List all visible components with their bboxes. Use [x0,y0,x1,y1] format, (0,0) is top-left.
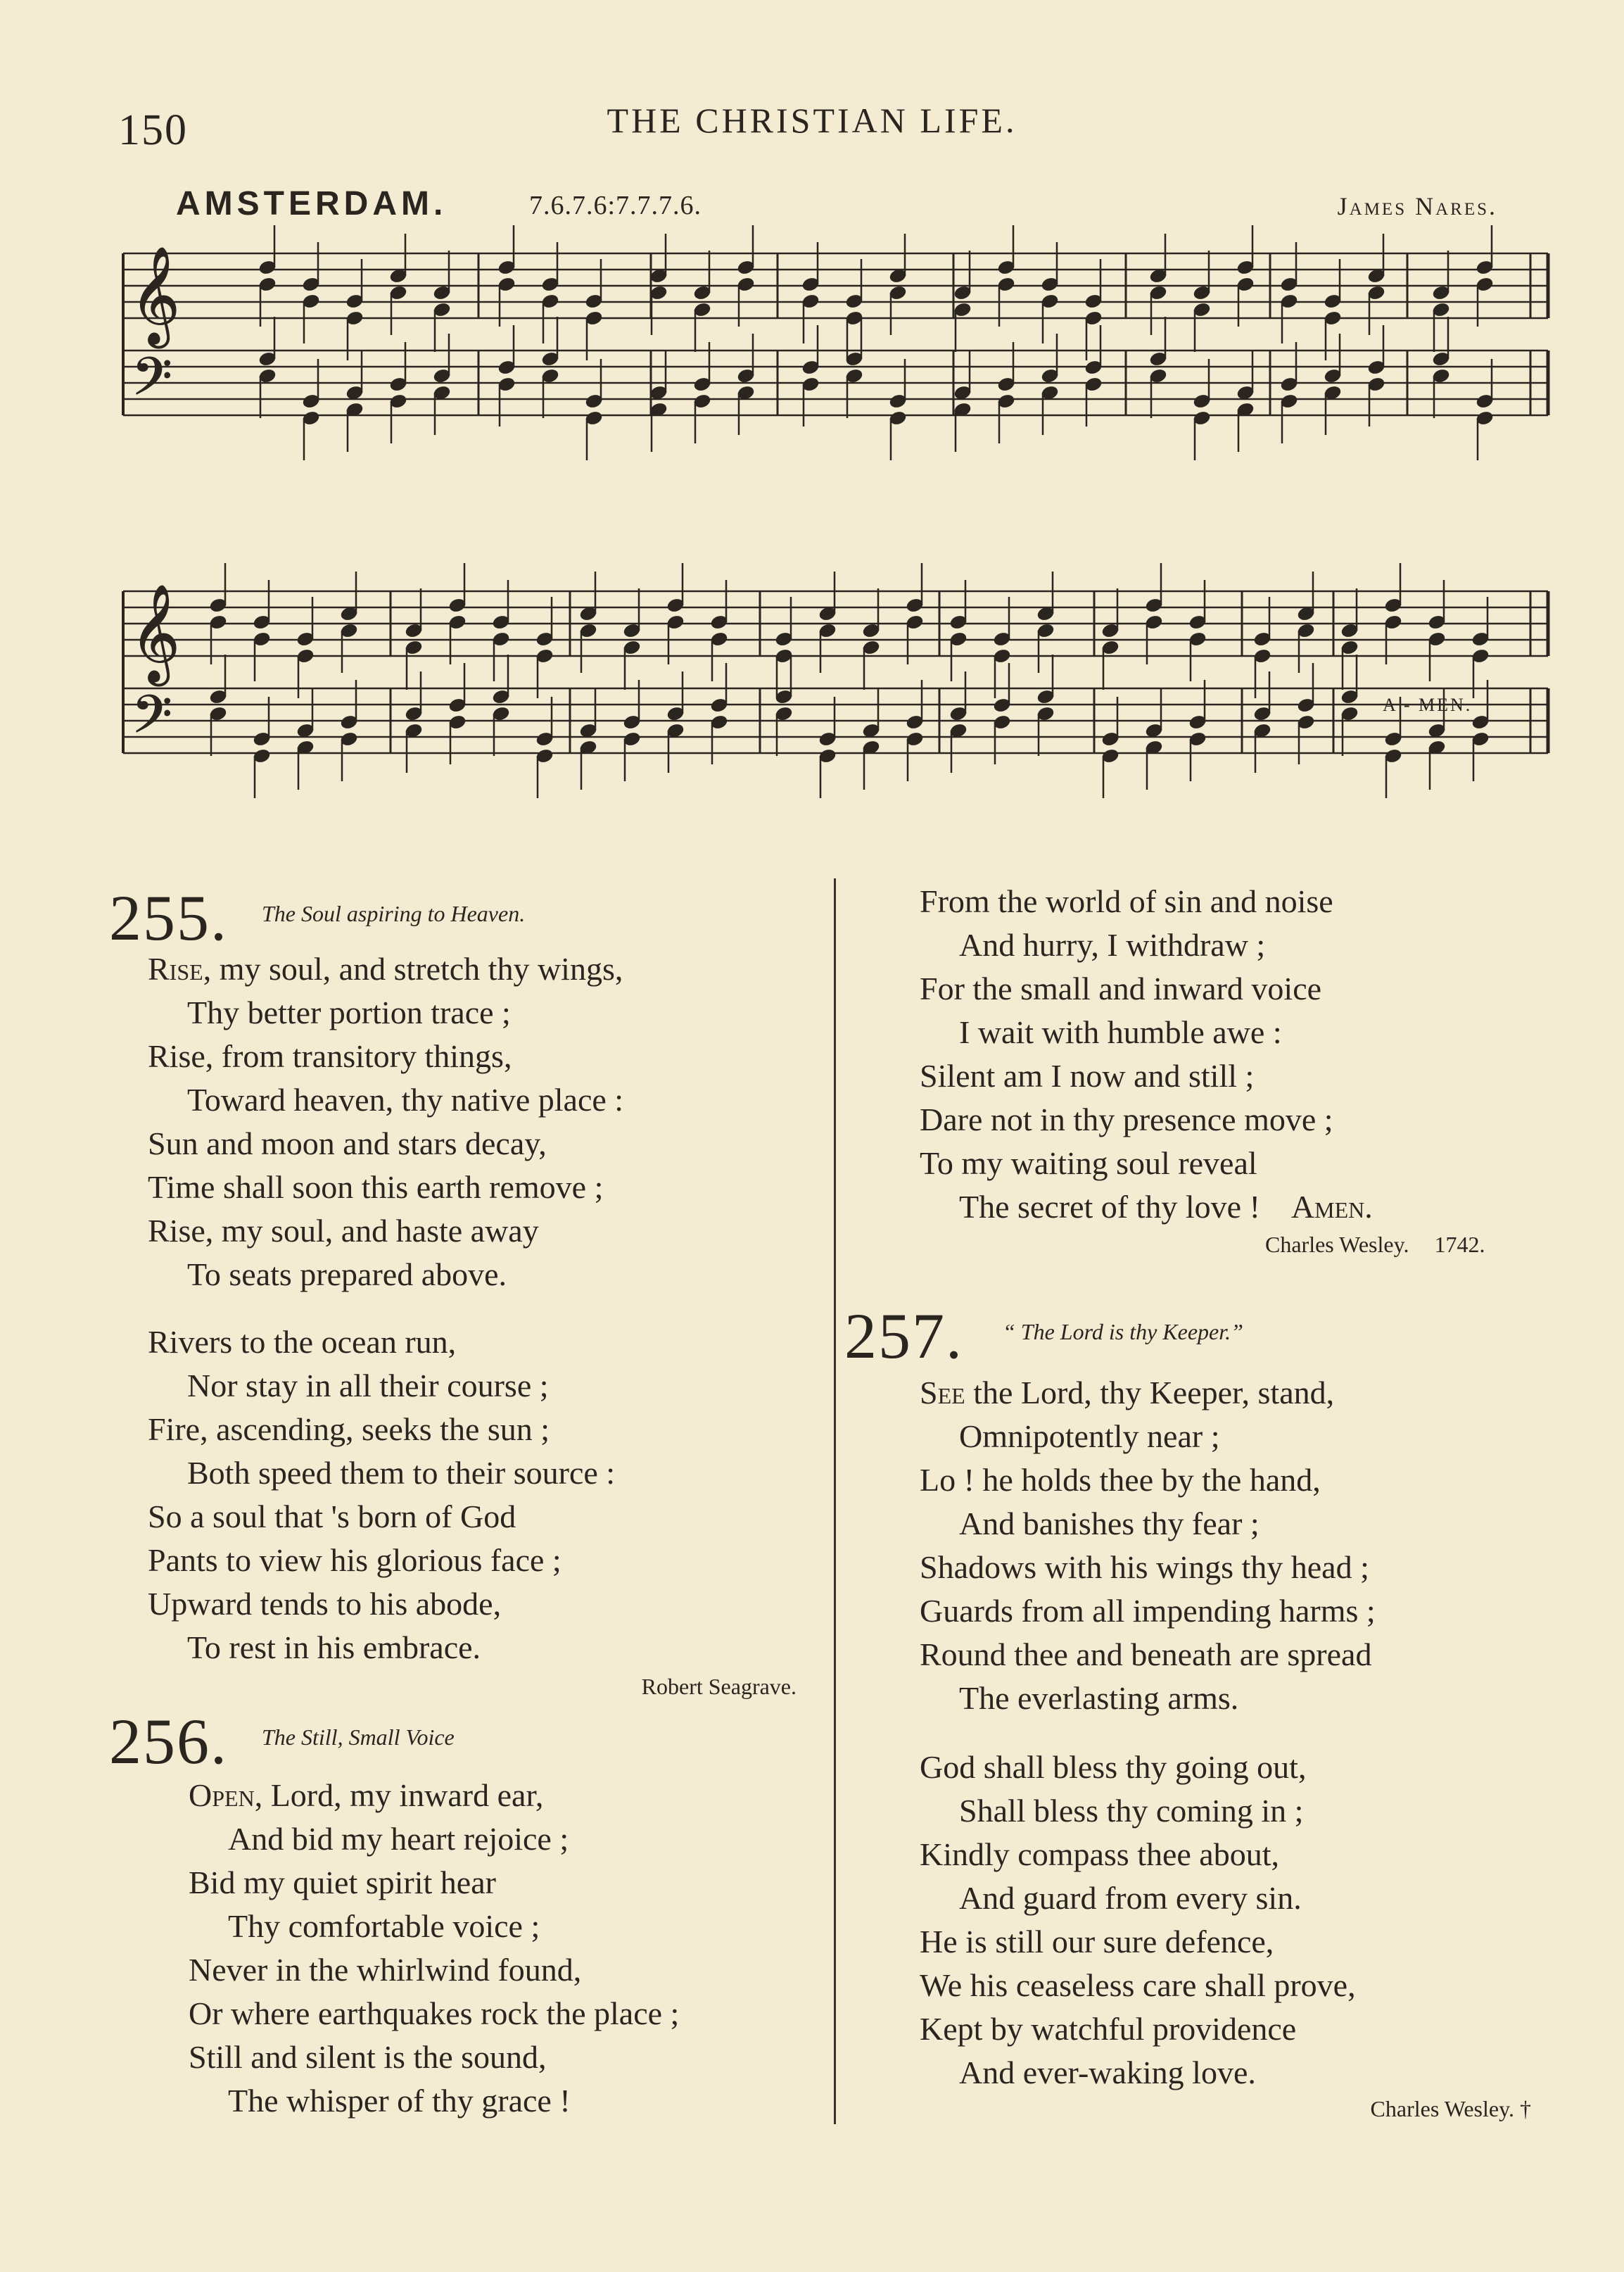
verse-line: Sun and moon and stars decay, [148,1125,547,1161]
tune-name: AMSTERDAM. [176,185,448,222]
tune-composer: James Nares. [1337,192,1497,220]
bass-clef-icon: 𝄢 [132,684,172,758]
verse-line: Kept by watchful providence [920,2011,1297,2047]
verse-line: Thy comfortable voice ; [228,1908,540,1944]
verse-line: Time shall soon this earth remove ; [148,1169,604,1205]
hymn-257 [844,1300,1243,1372]
verse-line: To rest in his embrace. [187,1629,481,1665]
amen-label: A - MEN. [1383,695,1473,715]
hymn-257-verse-1 [920,1371,1376,1720]
verse-line: Kindly compass thee about, [920,1836,1280,1872]
hymn-title: “ The Lord is thy Keeper.” [1003,1319,1243,1344]
hymn-number: 256. [109,1705,228,1777]
verse-line: From the world of sin and noise [920,883,1333,919]
verse-line: And hurry, I withdraw ; [959,927,1266,963]
music-score [0,0,1624,873]
treble-clef-icon: 𝄞 [130,584,180,682]
hymn-number: 257. [844,1300,963,1372]
verse-line: The everlasting arms. [959,1680,1239,1716]
hymn-256-verse-part-1 [189,1774,679,2123]
verse-line: See the Lord, thy Keeper, stand, [920,1375,1335,1410]
verse-line: The whisper of thy grace ! [228,2083,571,2119]
verse-line: Omnipotently near ; [959,1418,1220,1454]
verse-line: Lo ! he holds thee by the hand, [920,1462,1321,1498]
amen: Amen. [1290,1189,1373,1225]
verse-line: So a soul that 's born of God [148,1498,516,1534]
verse-line: Both speed them to their source : [187,1455,616,1491]
verse-line: God shall bless thy going out, [920,1749,1307,1785]
verse-line: Silent am I now and still ; [920,1058,1255,1094]
verse-line: To seats prepared above. [187,1256,507,1292]
hymn-255-verse-1 [148,947,623,1296]
verse-line: Guards from all impending harms ; [920,1593,1376,1629]
hymn-256 [109,1705,455,1777]
tune-meter: 7.6.7.6:7.7.7.6. [529,191,702,220]
hymn-257-verse-2 [920,1746,1356,2095]
verse-line: I wait with humble awe : [959,1014,1282,1050]
hymn-257-author: Charles Wesley. † [1370,2096,1531,2121]
verse-line: Open, Lord, my inward ear, [189,1777,544,1813]
page-number: 150 [118,106,188,154]
verse-line: Shadows with his wings thy head ; [920,1549,1369,1585]
bass-clef-icon: 𝄢 [132,346,172,420]
verse-line: Bid my quiet spirit hear [189,1864,496,1900]
hymn-256-verse-part-2 [920,880,1373,1229]
hymn-255-verse-2 [148,1320,615,1670]
verse-line: Rivers to the ocean run, [148,1324,457,1360]
hymn-255-author: Robert Seagrave. [641,1674,797,1699]
verse-line: For the small and inward voice [920,971,1322,1006]
verse-line: Rise, from transitory things, [148,1038,512,1074]
verse-line: Rise, my soul, and haste away [148,1213,539,1249]
verse-line: Round thee and beneath are spread [920,1636,1372,1672]
verse-line: Rise, my soul, and stretch thy wings, [148,951,623,987]
verse-line: We his ceaseless care shall prove, [920,1967,1356,2003]
verse-line: And banishes thy fear ; [959,1506,1260,1541]
verse-line: Never in the whirlwind found, [189,1952,582,1988]
hymn-256-attribution [1265,1232,1485,1258]
verse-line: Toward heaven, thy native place : [187,1082,624,1118]
column-divider [834,878,836,2124]
verse-line: And bid my heart rejoice ; [228,1821,569,1857]
verse-line: To my waiting soul reveal [920,1145,1257,1181]
verse-line: Still and silent is the sound, [189,2039,547,2075]
verse-line: Or where earthquakes rock the place ; [189,1995,680,2031]
verse-line: Fire, ascending, seeks the sun ; [148,1411,550,1447]
treble-clef-icon: 𝄞 [130,246,180,344]
hymn-256-author: Charles Wesley. [1265,1232,1409,1257]
hymn-255 [109,882,526,954]
verse-line: Upward tends to his abode, [148,1586,502,1622]
verse-line: Thy better portion trace ; [187,995,511,1030]
verse-line: Dare not in thy presence move ; [920,1102,1333,1137]
verse-line: The secret of thy love ! Amen. [959,1189,1373,1225]
running-title: THE CHRISTIAN LIFE. [607,101,1017,140]
verse-line: Pants to view his glorious face ; [148,1542,562,1578]
hymn-number: 255. [109,882,228,954]
hymn-256-year: 1742. [1434,1232,1485,1257]
hymn-title: The Still, Small Voice [262,1724,455,1750]
hymn-title: The Soul aspiring to Heaven. [262,901,526,926]
verse-line: Shall bless thy coming in ; [959,1793,1304,1829]
verse-line: He is still our sure defence, [920,1924,1274,1959]
verse-line: And guard from every sin. [959,1880,1302,1916]
verse-line: Nor stay in all their course ; [187,1368,549,1403]
verse-line: And ever-waking love. [959,2055,1256,2090]
